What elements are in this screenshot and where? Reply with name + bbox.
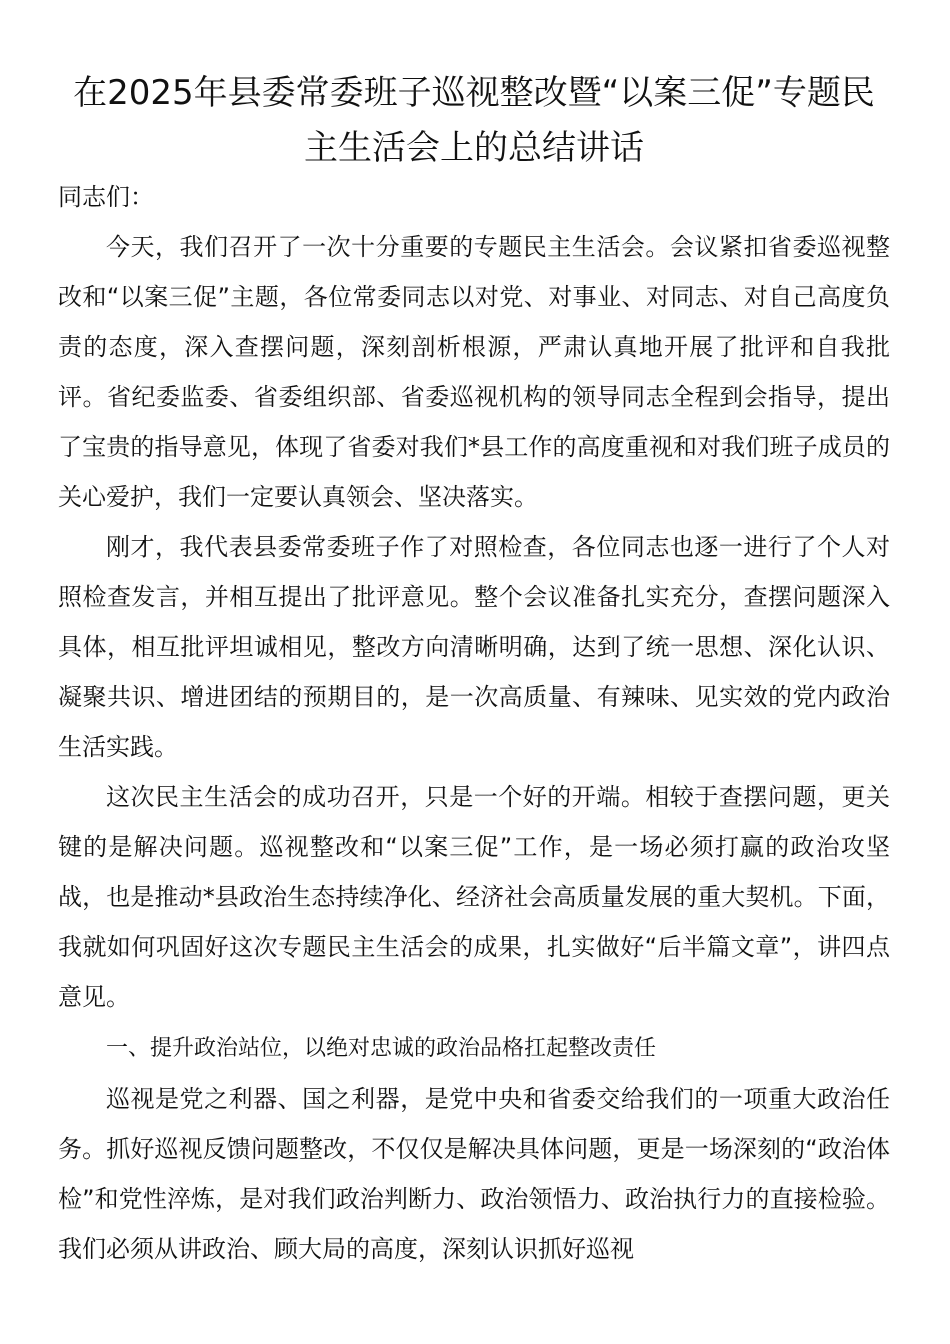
document-page — [58, 66, 890, 1274]
document-title: 在2025年县委常委班子巡视整改暨“以案三促”专题民主生活会上的总结讲话 — [73, 73, 875, 168]
paragraph-opening: 今天，我们召开了一次十分重要的专题民主生活会。会议紧扣省委巡视整改和“以案三促”主题，各位常委同志以对党、对事业、对同志、对自己高度负责的态度，深入查摆问题，深刻剖析根源，严肃认真地开展了批评和自我批评。省纪委监委、省委组织部、省委巡视机构的领导同志全程到会指导，提出了宝贵的指导意见，体现了省委对我们*县工作的高度重视和对我们班子成员的关心爱护，我们一定要认真领会、坚决落实。 — [58, 233, 890, 511]
section-heading-1: 一、提升政治站位，以绝对忠诚的政治品格扛起整改责任 — [106, 1036, 657, 1061]
section-1-paragraph: 巡视是党之利器、国之利器，是党中央和省委交给我们的一项重大政治任务。抓好巡视反馈问题整改，不仅仅是解决具体问题，更是一场深刻的“政治体检”和党性淬炼，是对我们政治判断力、政治领悟力、政治执行力的直接检验。我们必须从讲政治、顾大局的高度，深刻认识抓好巡视 — [58, 1085, 890, 1263]
paragraph-review: 刚才，我代表县委常委班子作了对照检查，各位同志也逐一进行了个人对照检查发言，并相互提出了批评意见。整个会议准备扎实充分，查摆问题深入具体，相互批评坦诚相见，整改方向清晰明确，达到了统一思想、深化认识、凝聚共识、增进团结的预期目的，是一次高质量、有辣味、见实效的党内政治生活实践。 — [58, 533, 890, 761]
salutation: 同志们： — [58, 183, 154, 211]
paragraph-transition: 这次民主生活会的成功召开，只是一个好的开端。相较于查摆问题，更关键的是解决问题。巡视整改和“以案三促”工作，是一场必须打赢的政治攻坚战，也是推动*县政治生态持续净化、经济社会高质量发展的重大契机。下面，我就如何巩固好这次专题民主生活会的成果，扎实做好“后半篇文章”，讲四点意见。 — [58, 783, 890, 1011]
